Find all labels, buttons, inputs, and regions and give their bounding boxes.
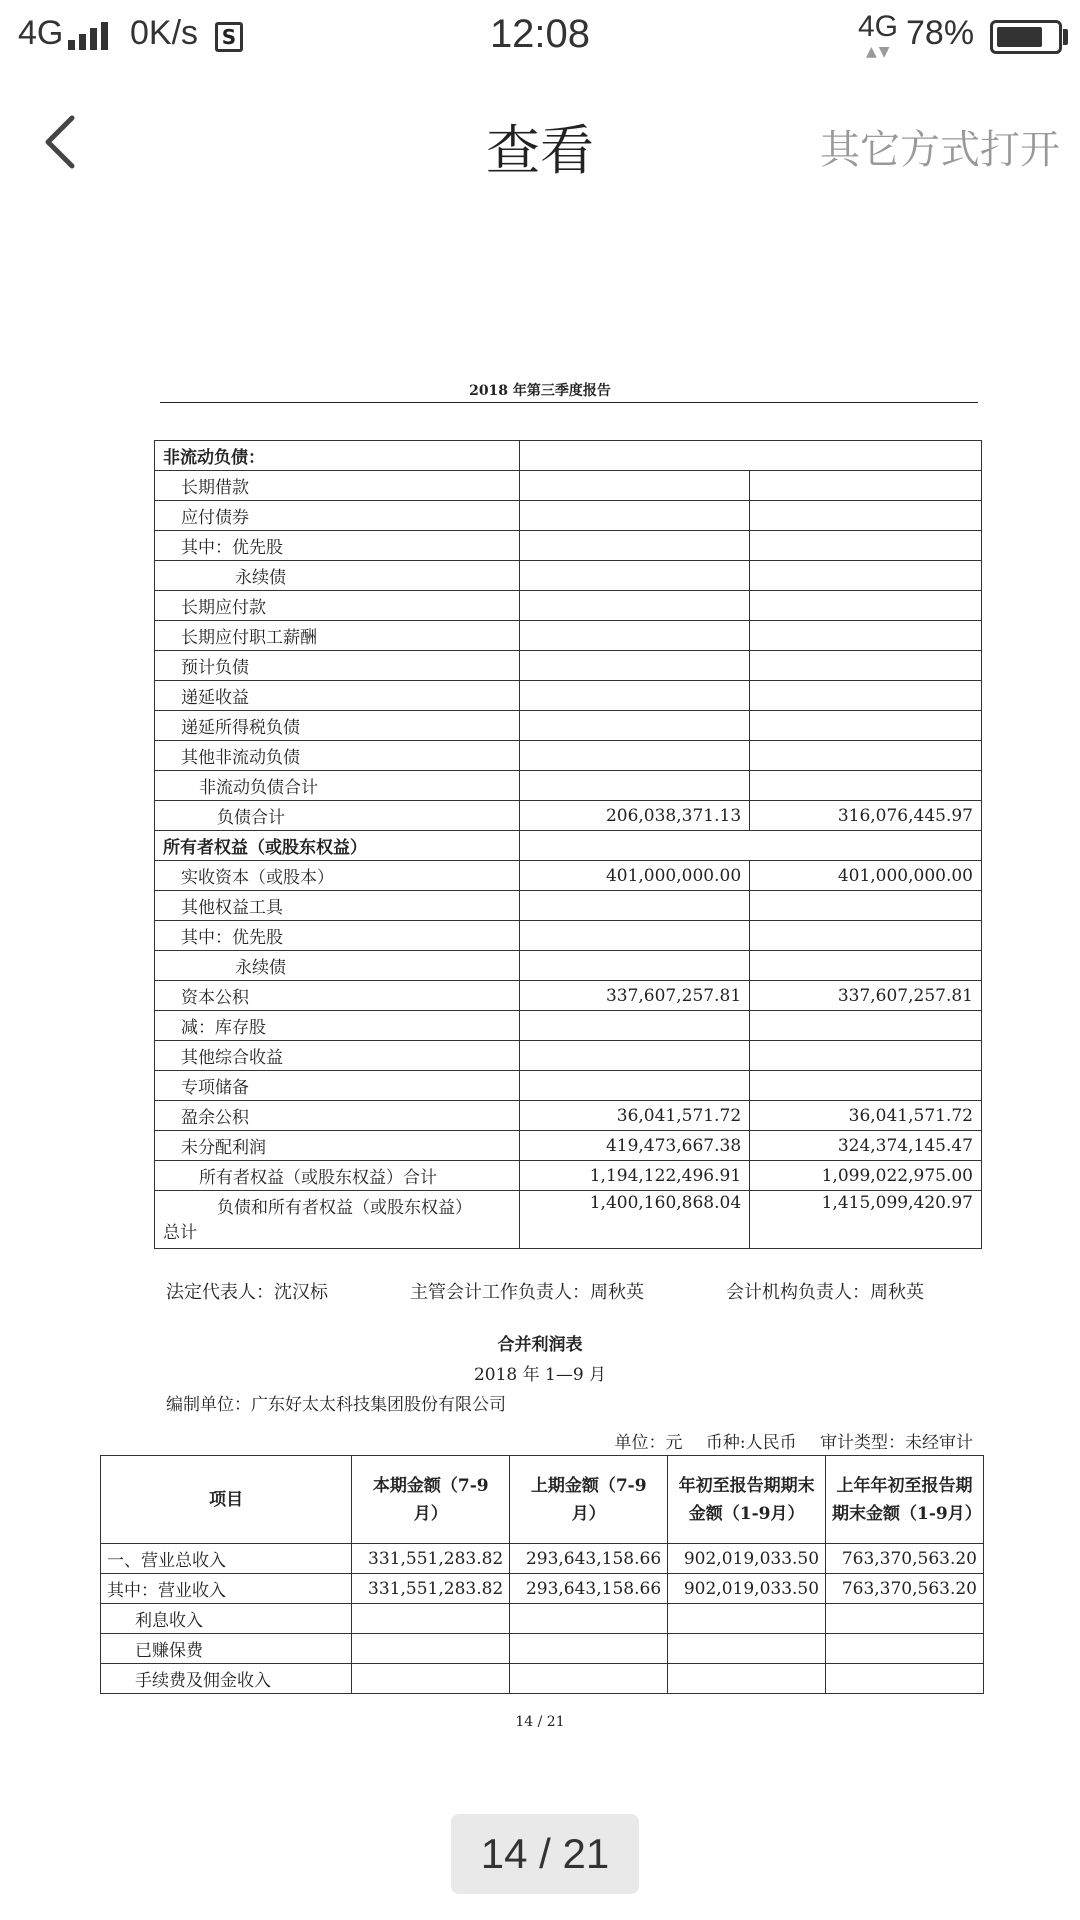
balance-sheet-table <box>154 440 982 1249</box>
value-cell <box>510 1634 668 1664</box>
value-cell: 337,607,257.81 <box>520 981 750 1011</box>
value-cell <box>510 1664 668 1694</box>
balance-sheet-row <box>155 1011 982 1041</box>
value-cell <box>750 591 982 621</box>
value-cell <box>750 1011 982 1041</box>
row-label <box>155 951 520 981</box>
balance-sheet-row <box>155 471 982 501</box>
value-cell <box>750 501 982 531</box>
row-label <box>101 1634 352 1664</box>
value-cell: 763,370,563.20 <box>826 1574 984 1604</box>
value-cell: 1,415,099,420.97 <box>750 1191 982 1249</box>
balance-sheet-row <box>155 831 982 861</box>
income-statement-row <box>101 1574 984 1604</box>
row-label <box>101 1544 352 1574</box>
currency: 币种:人民币 <box>705 1433 797 1453</box>
value-cell <box>520 501 750 531</box>
income-statement-title: 合并利润表 <box>497 1335 583 1355</box>
value-cell <box>520 591 750 621</box>
balance-sheet-row <box>155 651 982 681</box>
value-cell: 324,374,145.47 <box>750 1131 982 1161</box>
balance-sheet-row <box>155 741 982 771</box>
balance-sheet-row <box>155 891 982 921</box>
row-label-text: 实收资本（或股本） <box>181 868 334 888</box>
row-label-text: 长期应付款 <box>181 598 266 618</box>
row-label <box>155 801 520 831</box>
row-label-text: 其他权益工具 <box>181 898 283 918</box>
value-cell <box>520 891 750 921</box>
row-label <box>155 861 520 891</box>
value-cell <box>750 471 982 501</box>
balance-sheet-row <box>155 501 982 531</box>
open-with-other-button[interactable]: 其它方式打开 <box>820 127 1060 173</box>
row-label-text: 其中：优先股 <box>181 928 283 948</box>
row-label <box>155 711 520 741</box>
value-cell <box>520 741 750 771</box>
value-cell <box>520 711 750 741</box>
income-statement-period: 2018 年 1—9 月 <box>473 1365 607 1385</box>
value-cell <box>750 951 982 981</box>
column-header: 上期金额（7-9 月） <box>510 1456 668 1544</box>
column-header: 上年年初至报告期期末金额（1-9月） <box>826 1456 984 1544</box>
audit-type: 审计类型：未经审计 <box>820 1433 973 1453</box>
value-cell <box>750 741 982 771</box>
row-label-text: 永续债 <box>235 958 286 978</box>
income-statement-table <box>100 1455 984 1694</box>
value-cell <box>750 1041 982 1071</box>
row-label-text: 其他非流动负债 <box>181 748 300 768</box>
value-cell: 293,643,158.66 <box>510 1544 668 1574</box>
row-label-text: 其中：优先股 <box>181 538 283 558</box>
value-cell <box>520 1041 750 1071</box>
column-header: 年初至报告期期末金额（1-9月） <box>668 1456 826 1544</box>
value-cell: 331,551,283.82 <box>352 1544 510 1574</box>
value-cell: 1,400,160,868.04 <box>520 1191 750 1249</box>
row-label-text: 未分配利润 <box>181 1138 266 1158</box>
balance-sheet-row <box>155 861 982 891</box>
network-type-secondary: 4G <box>858 10 899 43</box>
balance-sheet-row <box>155 1161 982 1191</box>
legal-representative: 法定代表人：沈汉标 <box>166 1282 328 1303</box>
row-label <box>155 651 520 681</box>
row-label-text: 手续费及佣金收入 <box>135 1671 271 1691</box>
row-label <box>155 591 520 621</box>
unit: 单位：元 <box>614 1433 683 1453</box>
row-label <box>155 1041 520 1071</box>
row-label-text: 负债和所有者权益（或股东权益） <box>217 1198 472 1218</box>
balance-sheet-row <box>155 621 982 651</box>
balance-sheet-row <box>155 771 982 801</box>
row-label-text: 利息收入 <box>135 1611 203 1631</box>
row-label-text: 所有者权益（或股东权益） <box>163 838 367 858</box>
value-cell: 401,000,000.00 <box>750 861 982 891</box>
row-label <box>101 1574 352 1604</box>
row-label-text: 负债合计 <box>217 808 285 828</box>
sim-icon: S <box>215 22 243 52</box>
balance-sheet-row <box>155 1071 982 1101</box>
value-cell: 401,000,000.00 <box>520 861 750 891</box>
value-cell <box>520 621 750 651</box>
value-cell <box>520 771 750 801</box>
value-cell <box>520 651 750 681</box>
network-type: 4G <box>18 14 64 52</box>
value-cell <box>750 681 982 711</box>
section-cell <box>520 441 982 471</box>
battery-level <box>997 27 1042 47</box>
value-cell: 36,041,571.72 <box>750 1101 982 1131</box>
value-cell <box>750 771 982 801</box>
row-label <box>155 1101 520 1131</box>
row-label <box>155 891 520 921</box>
clock: 12:08 <box>489 12 591 56</box>
value-cell <box>826 1604 984 1634</box>
value-cell <box>352 1634 510 1664</box>
status-bar <box>0 0 1080 76</box>
row-label-text: 非流动负债： <box>163 448 265 468</box>
balance-sheet-row <box>155 951 982 981</box>
value-cell: 331,551,283.82 <box>352 1574 510 1604</box>
value-cell <box>520 531 750 561</box>
balance-sheet-row <box>155 801 982 831</box>
document-header: 2018 年第三季度报告 <box>469 383 611 399</box>
value-cell: 902,019,033.50 <box>668 1574 826 1604</box>
income-statement-row <box>101 1664 984 1694</box>
balance-sheet-row <box>155 531 982 561</box>
balance-sheet-row <box>155 561 982 591</box>
value-cell <box>520 561 750 591</box>
row-label-text: 其中：营业收入 <box>107 1581 226 1601</box>
row-label <box>155 741 520 771</box>
value-cell <box>750 621 982 651</box>
row-label-text: 专项储备 <box>181 1078 249 1098</box>
value-cell <box>668 1634 826 1664</box>
network-speed: 0K/s <box>130 14 199 52</box>
column-header: 本期金额（7-9 月） <box>352 1456 510 1544</box>
header-divider <box>160 402 978 403</box>
row-label-text: 长期借款 <box>181 478 249 498</box>
row-label <box>155 831 520 861</box>
compiling-company: 编制单位：广东好太太科技集团股份有限公司 <box>166 1395 506 1415</box>
unit-info <box>596 1428 973 1453</box>
value-cell <box>510 1604 668 1634</box>
accounting-org-head: 会计机构负责人：周秋英 <box>726 1282 924 1303</box>
value-cell <box>668 1664 826 1694</box>
balance-sheet-row <box>155 441 982 471</box>
value-cell <box>750 531 982 561</box>
value-cell: 316,076,445.97 <box>750 801 982 831</box>
row-label <box>155 921 520 951</box>
battery-percent: 78% <box>906 14 975 52</box>
row-label <box>155 1191 520 1249</box>
battery-icon <box>990 20 1062 54</box>
row-label-text: 预计负债 <box>181 658 249 678</box>
value-cell <box>750 1071 982 1101</box>
balance-sheet-row <box>155 1131 982 1161</box>
value-cell <box>750 711 982 741</box>
value-cell <box>520 921 750 951</box>
row-label <box>155 1011 520 1041</box>
row-label-text: 减：库存股 <box>181 1018 266 1038</box>
value-cell <box>750 561 982 591</box>
row-label-text: 一、营业总收入 <box>107 1551 226 1571</box>
page-indicator: 14 / 21 <box>451 1814 639 1894</box>
balance-sheet-row <box>155 1191 982 1249</box>
value-cell: 902,019,033.50 <box>668 1544 826 1574</box>
row-label <box>155 441 520 471</box>
row-label-text-cont: 总计 <box>163 1223 197 1243</box>
accounting-head: 主管会计工作负责人：周秋英 <box>410 1282 644 1303</box>
row-label <box>155 1161 520 1191</box>
row-label-text: 非流动负债合计 <box>199 778 318 798</box>
balance-sheet-row <box>155 921 982 951</box>
row-label-text: 递延所得税负债 <box>181 718 300 738</box>
value-cell: 206,038,371.13 <box>520 801 750 831</box>
row-label <box>155 1071 520 1101</box>
balance-sheet-row <box>155 591 982 621</box>
value-cell <box>826 1664 984 1694</box>
balance-sheet-row <box>155 1101 982 1131</box>
column-header: 项目 <box>101 1456 352 1544</box>
value-cell <box>520 1071 750 1101</box>
balance-sheet-row <box>155 711 982 741</box>
row-label <box>155 981 520 1011</box>
row-label-text: 应付债券 <box>181 508 249 528</box>
value-cell <box>826 1634 984 1664</box>
income-statement-row <box>101 1604 984 1634</box>
nav-bar <box>0 80 1080 200</box>
value-cell <box>520 1011 750 1041</box>
row-label <box>155 471 520 501</box>
value-cell <box>352 1604 510 1634</box>
row-label-text: 已赚保费 <box>135 1641 203 1661</box>
value-cell: 337,607,257.81 <box>750 981 982 1011</box>
value-cell: 763,370,563.20 <box>826 1544 984 1574</box>
row-label <box>155 771 520 801</box>
row-label <box>101 1664 352 1694</box>
value-cell: 293,643,158.66 <box>510 1574 668 1604</box>
data-arrows-icon: ▲▼ <box>866 44 892 60</box>
value-cell <box>352 1664 510 1694</box>
value-cell <box>750 651 982 681</box>
value-cell <box>520 951 750 981</box>
value-cell: 419,473,667.38 <box>520 1131 750 1161</box>
document-page[interactable] <box>0 200 1080 1760</box>
balance-sheet-row <box>155 681 982 711</box>
page-title: 查看 <box>486 119 594 182</box>
value-cell: 1,194,122,496.91 <box>520 1161 750 1191</box>
page-footer: 14 / 21 <box>515 1714 565 1730</box>
section-cell <box>520 831 982 861</box>
row-label-text: 长期应付职工薪酬 <box>181 628 317 648</box>
row-label <box>155 1131 520 1161</box>
row-label-text: 其他综合收益 <box>181 1048 283 1068</box>
value-cell <box>520 471 750 501</box>
row-label-text: 所有者权益（或股东权益）合计 <box>199 1168 437 1188</box>
income-statement-row <box>101 1544 984 1574</box>
row-label-text: 资本公积 <box>181 988 249 1008</box>
battery-tip <box>1063 29 1068 45</box>
row-label <box>101 1604 352 1634</box>
value-cell: 1,099,022,975.00 <box>750 1161 982 1191</box>
row-label <box>155 531 520 561</box>
value-cell <box>520 681 750 711</box>
row-label-text: 盈余公积 <box>181 1108 249 1128</box>
row-label <box>155 681 520 711</box>
value-cell <box>750 891 982 921</box>
income-statement-row <box>101 1634 984 1664</box>
row-label <box>155 501 520 531</box>
value-cell: 36,041,571.72 <box>520 1101 750 1131</box>
row-label <box>155 561 520 591</box>
balance-sheet-row <box>155 1041 982 1071</box>
row-label-text: 递延收益 <box>181 688 249 708</box>
balance-sheet-row <box>155 981 982 1011</box>
row-label-text: 永续债 <box>235 568 286 588</box>
value-cell <box>668 1604 826 1634</box>
value-cell <box>750 921 982 951</box>
row-label <box>155 621 520 651</box>
